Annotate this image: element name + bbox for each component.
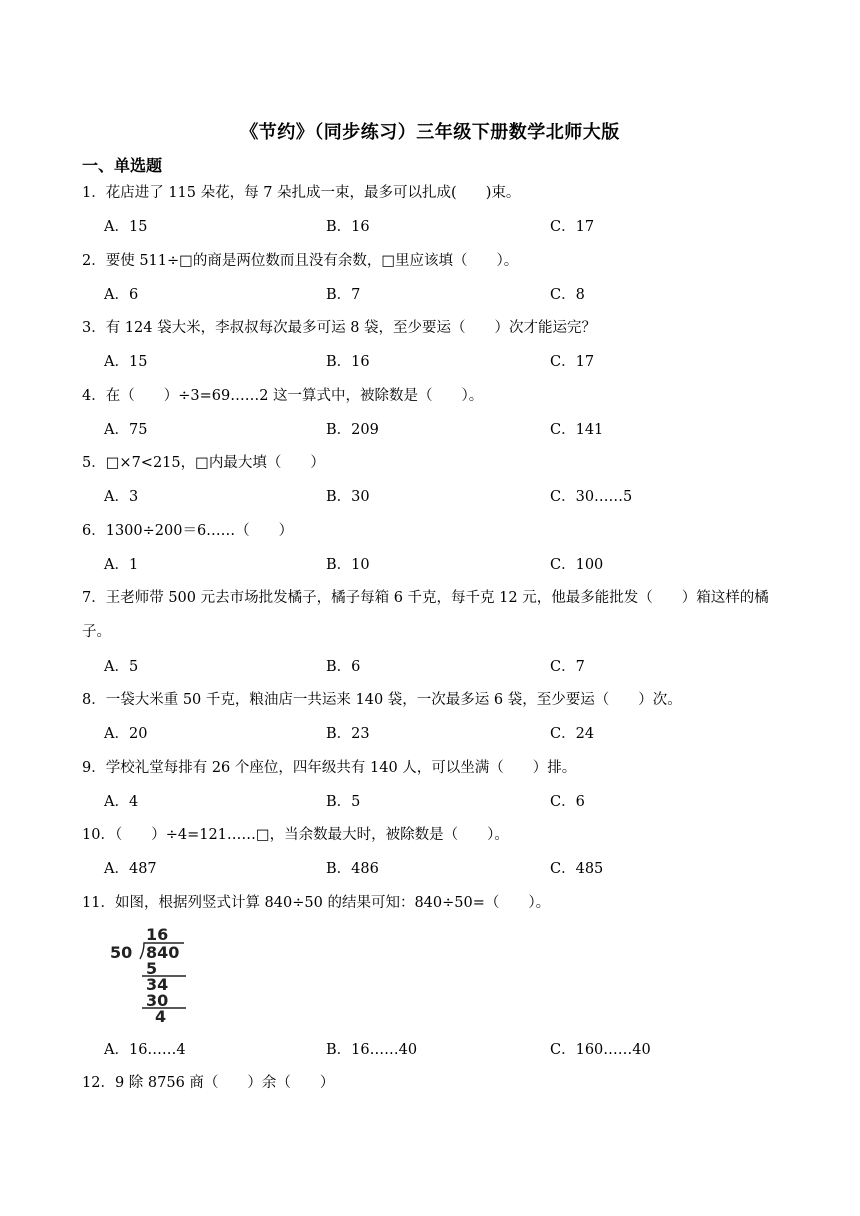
long-division-figure	[106, 925, 196, 1025]
q7-option-a[interactable]: A．5	[104, 659, 139, 675]
question-3: 3．有 124 袋大米，李叔叔每次最多可运 8 袋，至少要运（ ）次才能运完？	[82, 320, 597, 336]
q10-option-c[interactable]: C．485	[550, 861, 604, 877]
q8-option-c[interactable]: C．24	[550, 726, 595, 742]
q2-option-a[interactable]: A．6	[104, 287, 139, 303]
figure-remainder: 4	[155, 1007, 167, 1025]
question-9: 9．学校礼堂每排有 26 个座位，四年级共有 140 人，可以坐满（ ）排。	[82, 760, 577, 776]
figure-divisor: 50	[110, 943, 133, 962]
q9-option-c[interactable]: C．6	[550, 794, 585, 810]
q1-option-c[interactable]: C．17	[550, 219, 595, 235]
q7-option-b[interactable]: B．6	[326, 659, 361, 675]
q4-option-b[interactable]: B．209	[326, 422, 379, 438]
question-8: 8．一袋大米重 50 千克，粮油店一共运来 140 袋，一次最多运 6 袋，至少要运（ ）次。	[82, 692, 682, 708]
page-title: 《节约》（同步练习）三年级下册数学北师大版	[240, 122, 620, 143]
q2-option-b[interactable]: B．7	[326, 287, 361, 303]
q11-option-a[interactable]: A．16……4	[104, 1042, 186, 1058]
q11-option-b[interactable]: B．16……40	[326, 1042, 418, 1058]
q10-option-b[interactable]: B．486	[326, 861, 379, 877]
q3-option-b[interactable]: B．16	[326, 354, 370, 370]
figure-step2: 34	[146, 975, 169, 994]
q7-option-c[interactable]: C．7	[550, 659, 585, 675]
question-11: 11．如图，根据列竖式计算 840÷50 的结果可知：840÷50=（ ）。	[82, 895, 551, 911]
q6-option-b[interactable]: B．10	[326, 557, 370, 573]
q11-option-c[interactable]: C．160……40	[550, 1042, 651, 1058]
q1-option-a[interactable]: A．15	[104, 219, 148, 235]
q3-option-c[interactable]: C．17	[550, 354, 595, 370]
question-4: 4．在（ ）÷3=69……2 这一算式中，被除数是（ ）。	[82, 388, 484, 404]
question-12: 12．9 除 8756 商（ ）余（ ）	[82, 1075, 335, 1091]
question-5: 5．□×7<215，□内最大填（ ）	[82, 455, 325, 471]
q10-option-a[interactable]: A．487	[104, 861, 157, 877]
question-10: 10．（ ）÷4=121……□，当余数最大时，被除数是（ ）。	[82, 827, 509, 843]
figure-step3: 30	[146, 991, 169, 1010]
q9-option-a[interactable]: A．4	[104, 794, 139, 810]
q2-option-c[interactable]: C．8	[550, 287, 585, 303]
figure-dividend: 840	[146, 943, 180, 962]
figure-step1: 5	[146, 959, 158, 978]
q8-option-b[interactable]: B．23	[326, 726, 370, 742]
question-6: 6．1300÷200＝6……（ ）	[82, 523, 294, 539]
q3-option-a[interactable]: A．15	[104, 354, 148, 370]
q8-option-a[interactable]: A．20	[104, 726, 148, 742]
question-2: 2．要使 511÷□的商是两位数而且没有余数，□里应该填（ ）。	[82, 253, 519, 269]
q5-option-c[interactable]: C．30……5	[550, 489, 633, 505]
question-7: 7．王老师带 500 元去市场批发橘子，橘子每箱 6 千克，每千克 12 元，他最多能批发（ ）箱这样的橘子。	[82, 590, 769, 640]
q5-option-a[interactable]: A．3	[104, 489, 139, 505]
q1-option-b[interactable]: B．16	[326, 219, 370, 235]
q5-option-b[interactable]: B．30	[326, 489, 370, 505]
q6-option-a[interactable]: A．1	[104, 557, 139, 573]
figure-quotient: 16	[146, 925, 169, 944]
q9-option-b[interactable]: B．5	[326, 794, 361, 810]
q6-option-c[interactable]: C．100	[550, 557, 604, 573]
section-heading: 一、单选题	[82, 156, 163, 175]
q4-option-c[interactable]: C．141	[550, 422, 604, 438]
q4-option-a[interactable]: A．75	[104, 422, 148, 438]
question-1: 1．花店进了 115 朵花，每 7 朵扎成一束，最多可以扎成( )束。	[82, 185, 521, 201]
